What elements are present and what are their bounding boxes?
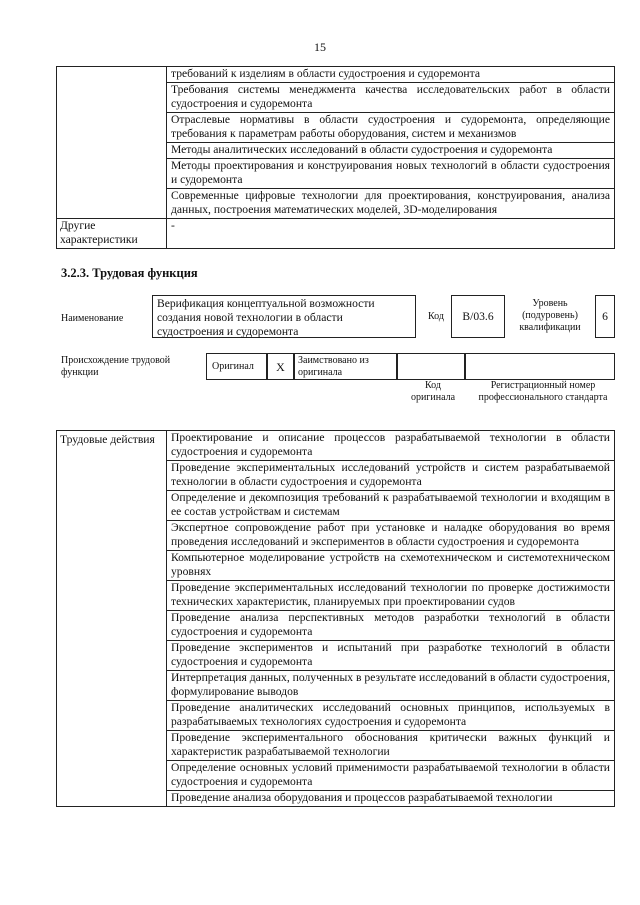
other-characteristics-value: - [167, 219, 615, 249]
original-mark-box: X [267, 353, 294, 380]
function-name-box: Верификация концептуальной возможности создания новой технологии в области судостроения и судоремонта [152, 295, 416, 338]
knowledge-row: Требования системы менеджмента качества исследовательских работ в области судостроения и судоремонта [167, 83, 615, 113]
function-code-box: B/03.6 [451, 295, 505, 338]
labor-action-row: Проведение экспериментального обоснования критически важных функций и характеристик разрабатываемой технологии [167, 731, 615, 761]
labor-action-row: Проведение экспериментальных исследований технологии по проверке достижимости технических характеристик, планируемых при проектировании судов [167, 581, 615, 611]
section-heading: 3.2.3. Трудовая функция [61, 266, 198, 280]
labor-action-row: Проведение аналитических исследований основных принципов, используемых в разрабатываемых технологиях судостроения и судоремонта [167, 701, 615, 731]
labor-actions-label: Трудовые действия [57, 431, 167, 807]
labor-action-row: Экспертное сопровождение работ при установке и наладке оборудования во время проведения исследований и экспериментов в области судостроения и судоремонта [167, 521, 615, 551]
name-label: Наименование [61, 313, 124, 324]
knowledge-row: Отраслевые нормативы в области судостроения и судоремонта, определяющие требования к параметрам работы оборудования, систем и механизмов [167, 113, 615, 143]
labor-action-row: Проведение экспериментов и испытаний при разработке технологий в области судостроения и судоремонта [167, 641, 615, 671]
knowledge-row: требований к изделиям в области судостроения и судоремонта [167, 67, 615, 83]
labor-action-row: Проектирование и описание процессов разрабатываемой технологии в области судостроения и судоремонта [167, 431, 615, 461]
reg-number-box [465, 353, 615, 380]
knowledge-row: Методы проектирования и конструирования новых технологий в области судостроения и судоремонта [167, 159, 615, 189]
level-value-box: 6 [595, 295, 615, 338]
reg-number-caption: Регистрационный номер профессионального стандарта [478, 380, 608, 403]
knowledge-row: Методы аналитических исследований в области судостроения и судоремонта [167, 143, 615, 159]
knowledge-label-cell [57, 67, 167, 219]
borrowed-box: Заимствовано из оригинала [294, 353, 397, 380]
other-characteristics-label: Другие характеристики [57, 219, 167, 249]
labor-action-row: Компьютерное моделирование устройств на схемотехническом и системотехническом уровнях [167, 551, 615, 581]
labor-action-row: Проведение экспериментальных исследований устройств и систем разрабатываемой технологии в области судостроения и судоремонта [167, 461, 615, 491]
labor-action-row: Проведение анализа оборудования и процессов разрабатываемой технологии [167, 791, 615, 807]
labor-action-row: Определение основных условий применимости разрабатываемой технологии в области судостроения и судоремонта [167, 761, 615, 791]
code-label: Код [428, 311, 444, 322]
labor-action-row: Интерпретация данных, полученных в результате исследований в области судостроения, формулирование выводов [167, 671, 615, 701]
labor-actions-table [56, 430, 615, 807]
knowledge-table [56, 66, 615, 249]
knowledge-row: Современные цифровые технологии для проектирования, конструирования, анализа данных, построения математических моделей, 3D-моделирования [167, 189, 615, 219]
code-original-box [397, 353, 465, 380]
labor-action-row: Проведение анализа перспективных методов разработки технологий в области судостроения и судоремонта [167, 611, 615, 641]
page-number: 15 [314, 40, 326, 54]
labor-action-row: Определение и декомпозиция требований к разрабатываемой технологии и входящим в ее состав устройствам и системам [167, 491, 615, 521]
level-label: Уровень (подуровень) квалификации [519, 298, 581, 333]
origin-label: Происхождение трудовой функции [61, 355, 171, 378]
original-box: Оригинал [206, 353, 267, 380]
code-original-caption: Код оригинала [410, 380, 456, 403]
